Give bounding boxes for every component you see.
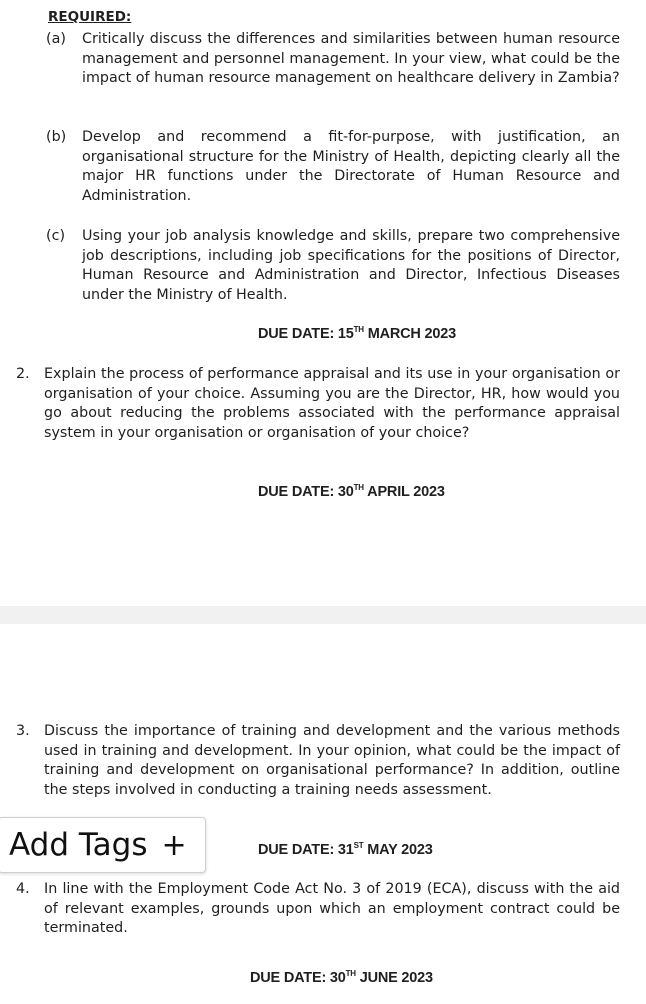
due-date-1: DUE DATE: 15TH MARCH 2023 [258, 325, 456, 342]
question-2 [16, 365, 620, 443]
item-label: (c) [46, 228, 66, 244]
question-1a [46, 30, 620, 89]
question-number: 3. [16, 723, 30, 739]
due-date-4: DUE DATE: 30TH JUNE 2023 [250, 969, 433, 986]
item-label: (a) [46, 31, 66, 47]
document-page-2 [0, 624, 646, 1004]
item-text: Develop and recommend a fit-for-purpose, with justification, an organisational structure for the Ministry of Health, depicting clearly all the major HR functions under the Directorate of Human Resource and Administration. [82, 129, 620, 204]
question-1c [46, 227, 620, 305]
question-text: In line with the Employment Code Act No. 3 of 2019 (ECA), discuss with the aid of relevant examples, grounds upon which an employment contract could be terminated. [44, 881, 620, 937]
plus-icon: + [161, 827, 187, 863]
question-text: Explain the process of performance appraisal and its use in your organisation or organisation of your choice. Assuming you are the Director, HR, how would you go about reducing the problems associated with the performance appraisal system in your organisation or organisation of your choice? [44, 366, 620, 441]
due-date-3: DUE DATE: 31ST MAY 2023 [258, 841, 433, 858]
question-4 [16, 880, 620, 939]
question-number: 2. [16, 366, 30, 382]
due-date-2: DUE DATE: 30TH APRIL 2023 [258, 483, 445, 500]
question-1b [46, 128, 620, 206]
item-text: Critically discuss the differences and similarities between human resource management and personnel management. In your view, what could be the impact of human resource management on healthcare delivery in Zambia? [82, 31, 620, 87]
question-number: 4. [16, 881, 30, 897]
add-tags-label: Add Tags [9, 827, 148, 863]
question-text: Discuss the importance of training and development and the various methods used in training and development. In your opinion, what could be the impact of training and development on organisational performance? In addition, outline the steps involved in conducting a training needs assessment. [44, 723, 620, 798]
page-separator [0, 606, 646, 624]
question-3 [16, 722, 620, 800]
item-text: Using your job analysis knowledge and skills, prepare two comprehensive job descriptions, including job specifications for the positions of Director, Human Resource and Administration and Director, Infectious Diseases under the Ministry of Health. [82, 228, 620, 303]
required-heading: REQUIRED: [48, 9, 132, 25]
item-label: (b) [46, 129, 67, 145]
add-tags-button[interactable] [0, 817, 206, 873]
